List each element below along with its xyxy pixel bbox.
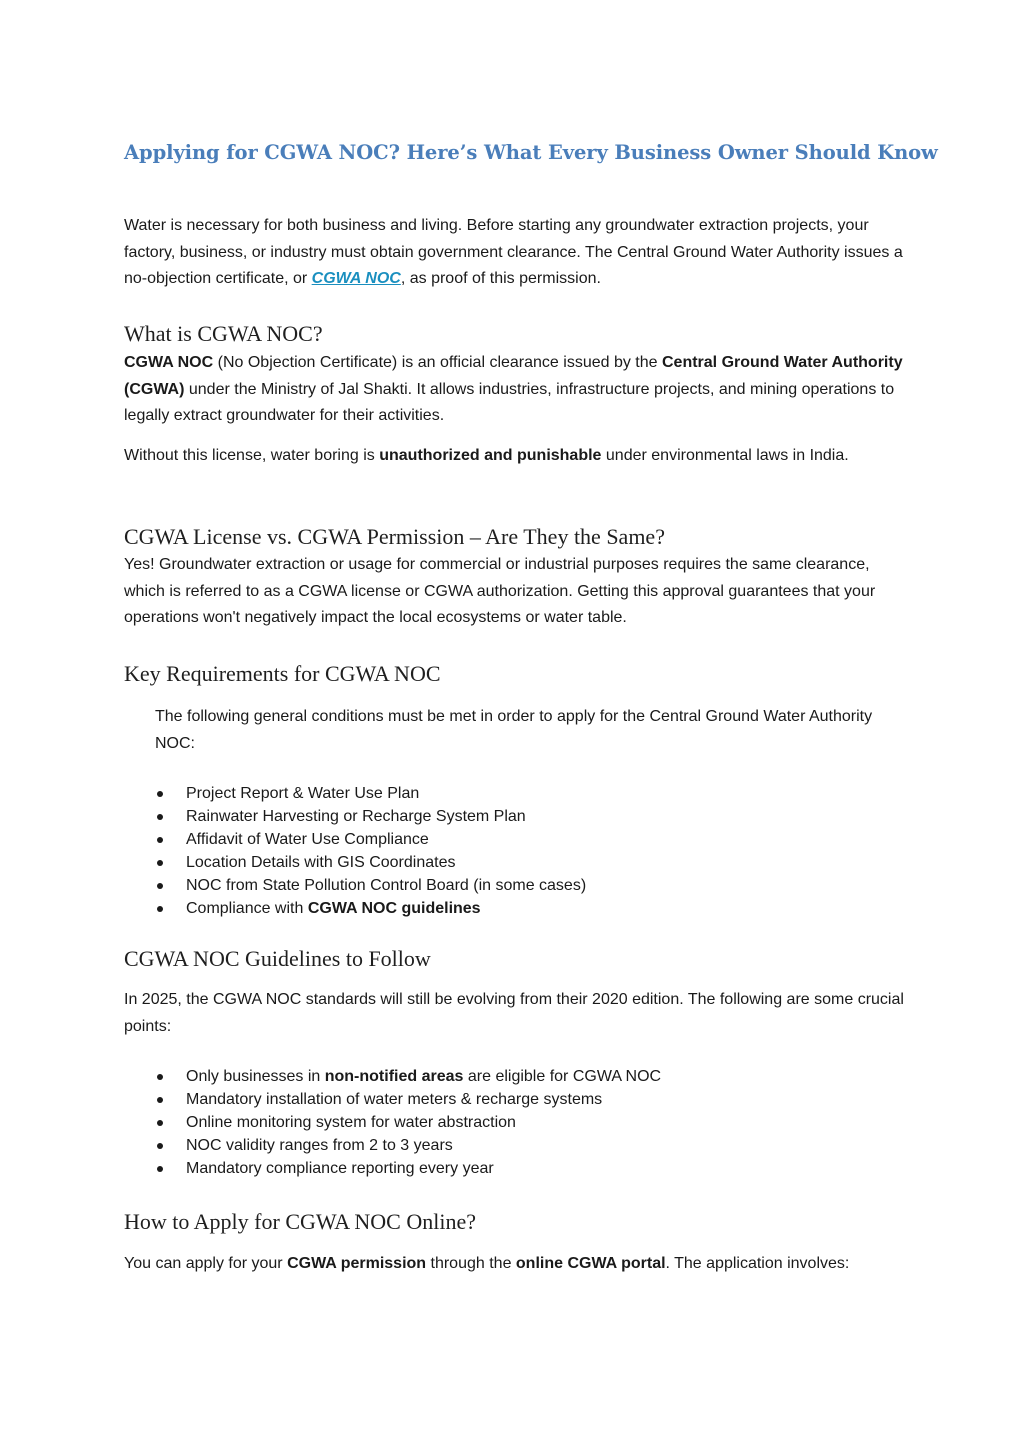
list-item (124, 805, 914, 828)
page-title: Applying for CGWA NOC? Here’s What Every Business Owner Should Know (124, 141, 938, 164)
what-bold-unauthorized: unauthorized and punishable (379, 446, 602, 464)
license-paragraph: Yes! Groundwater extraction or usage for commercial or industrial purposes requires the same clearance, which is referred to as a CGWA license or CGWA authorization. Getting this approval guarantees that your operations won't negatively impact the local ecosystems or water table. (124, 556, 876, 626)
apply-bold-portal: online CGWA portal (515, 1255, 666, 1272)
requirements-intro: The following general conditions must be met in order to apply for the Central Ground Water Authority NOC: (155, 708, 873, 752)
apply-heading: How to Apply for CGWA NOC Online? (124, 1209, 476, 1234)
list-item-text: NOC from State Pollution Control Board (in some cases) (186, 877, 587, 894)
cgwa-noc-link[interactable]: CGWA NOC (311, 270, 401, 287)
apply-text-2: through the (426, 1255, 516, 1272)
list-item (124, 874, 914, 897)
what-paragraph-2 (124, 443, 914, 470)
requirements-heading: Key Requirements for CGWA NOC (124, 661, 441, 686)
list-item-bold: non-notified areas (324, 1068, 464, 1085)
bullet-icon (157, 860, 163, 866)
bullet-icon (157, 1120, 163, 1126)
bullet-icon (157, 837, 163, 843)
list-item-text: Location Details with GIS Coordinates (186, 854, 456, 871)
license-heading: CGWA License vs. CGWA Permission – Are They the Same? (124, 524, 665, 549)
what-text-3: Without this license, water boring is (124, 446, 380, 464)
list-item-text: Affidavit of Water Use Compliance (186, 831, 429, 848)
requirements-section (124, 660, 914, 920)
intro-text: Water is necessary for both business and living. Before starting any groundwater extraction projects, your factory, business, or industry must obtain government clearance. The Central Ground Water Authority issues a no-objection certificate, or (124, 217, 903, 287)
list-item (124, 851, 914, 874)
intro-section (124, 213, 914, 293)
list-item-text: Rainwater Harvesting or Recharge System Plan (186, 808, 526, 825)
list-item-text: NOC validity ranges from 2 to 3 years (186, 1137, 453, 1154)
apply-bold-permission: CGWA permission (287, 1255, 427, 1272)
what-bold-cgwa-noc: CGWA NOC (124, 354, 214, 371)
list-item-bold: CGWA NOC guidelines (307, 900, 481, 917)
list-item (124, 1134, 914, 1157)
list-item (124, 1088, 914, 1111)
what-text-2: under the Ministry of Jal Shakti. It allows industries, infrastructure projects, and mining operations to legally extract groundwater for their activities. (124, 380, 895, 424)
list-item (124, 1157, 914, 1180)
list-item (124, 782, 914, 805)
what-bold-cgwa: Central Ground Water Authority (CGWA) (124, 354, 903, 398)
list-item (124, 897, 914, 920)
bullet-icon (157, 1166, 163, 1172)
bullet-icon (157, 814, 163, 820)
list-item-text: Only businesses in (186, 1068, 325, 1085)
what-paragraph-1 (124, 350, 914, 430)
list-item (124, 1065, 914, 1088)
list-item-text: Mandatory installation of water meters & recharge systems (186, 1091, 603, 1108)
list-item (124, 828, 914, 851)
list-item-text: Project Report & Water Use Plan (186, 785, 420, 802)
guidelines-section (124, 945, 914, 1180)
guidelines-list (124, 1065, 914, 1180)
intro-paragraph (124, 213, 914, 293)
list-item-text: Mandatory compliance reporting every year (186, 1160, 494, 1177)
requirements-list (124, 782, 914, 920)
apply-paragraph (124, 1251, 914, 1278)
what-heading: What is CGWA NOC? (124, 321, 323, 346)
bullet-icon (157, 1143, 163, 1149)
apply-text-3: . The application involves: (665, 1255, 850, 1272)
guidelines-heading: CGWA NOC Guidelines to Follow (124, 946, 431, 971)
license-section (124, 523, 914, 632)
what-text-4: under environmental laws in India. (601, 446, 849, 464)
list-item-text: Online monitoring system for water abstraction (186, 1114, 516, 1131)
bullet-icon (157, 791, 163, 797)
list-item-text: are eligible for CGWA NOC (463, 1068, 662, 1085)
guidelines-intro: In 2025, the CGWA NOC standards will still be evolving from their 2020 edition. The following are some crucial points: (124, 991, 904, 1035)
bullet-icon (157, 1097, 163, 1103)
bullet-icon (157, 906, 163, 912)
apply-section (124, 1208, 914, 1278)
what-text-1: (No Objection Certificate) is an official clearance issued by the (213, 354, 662, 371)
intro-text-end: , as proof of this permission. (400, 270, 601, 287)
list-item (124, 1111, 914, 1134)
apply-text-1: You can apply for your (124, 1255, 288, 1272)
list-item-text: Compliance with (186, 900, 308, 917)
bullet-icon (157, 1074, 163, 1080)
what-section (124, 320, 914, 469)
bullet-icon (157, 883, 163, 889)
